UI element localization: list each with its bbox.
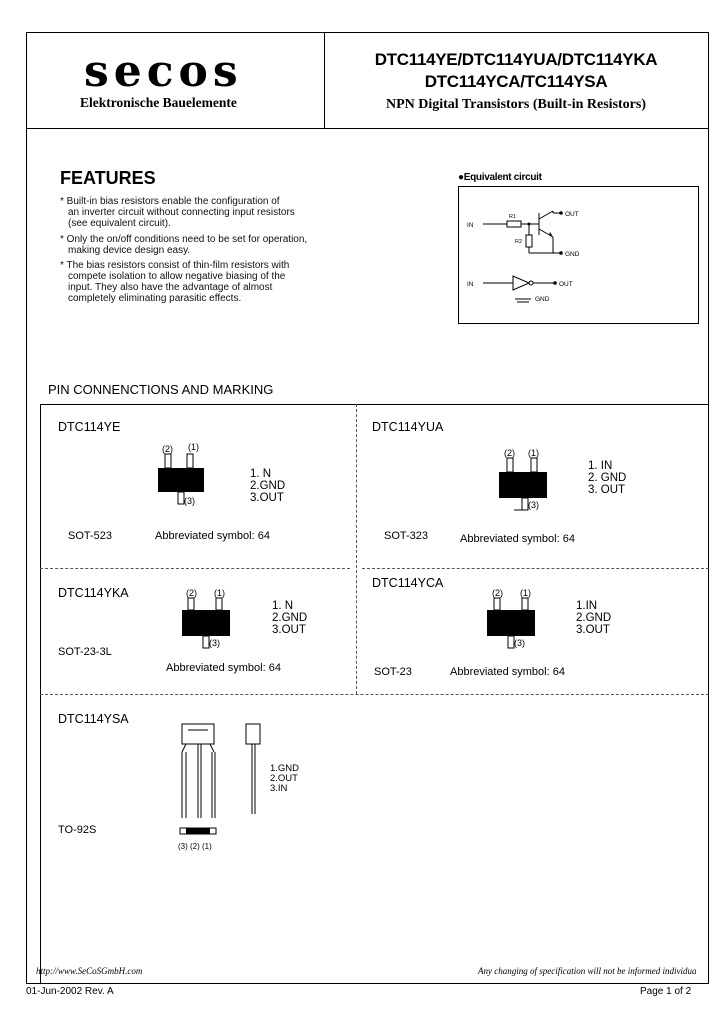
part-name: DTC114YCA [372, 576, 444, 590]
pin-label: (3) [528, 500, 539, 510]
pin-label: (3) [184, 496, 195, 506]
package-type: SOT-23 [374, 666, 412, 678]
sot23-package-drawing [484, 584, 544, 654]
pin-item: 3.IN [270, 783, 288, 794]
pin-label: (2) [162, 444, 173, 454]
circuit-gnd-label: GND [565, 251, 580, 258]
feature-line: input. They also have the advantage of almost [68, 282, 273, 293]
circuit-in-label-2: IN [467, 281, 474, 288]
package-type: SOT-323 [384, 530, 429, 542]
feature-line: * The bias resistors consist of thin-film resistors with [60, 260, 290, 271]
pin-list [588, 460, 626, 496]
feature-line: (see equivalent circuit). [68, 218, 171, 229]
feature-item-1 [60, 196, 320, 229]
pin-item: 3. OUT [588, 484, 626, 496]
pin-list [576, 600, 611, 636]
company-logo: secos [84, 46, 243, 97]
pin-label: (2) [186, 588, 197, 598]
pin-item: 2.OUT [270, 773, 298, 784]
pin-label: (1) [520, 588, 531, 598]
pin-label: (2) [492, 588, 503, 598]
circuit-in-label: IN [467, 222, 474, 229]
pin-label: (3) (2) (1) [178, 842, 212, 851]
footer-date: 01-Jun-2002 Rev. A [26, 986, 114, 997]
circuit-out-label: OUT [565, 211, 579, 218]
feature-line: completely eliminating parasitic effects. [68, 293, 242, 304]
pin-item: 1.GND [270, 763, 300, 774]
pin-label: (3) [514, 638, 525, 648]
feature-item-3 [60, 260, 320, 304]
pin-item: 1.IN [576, 600, 598, 612]
circuit-r1-label: R1 [509, 214, 517, 220]
footer-page-number: Page 1 of 2 [640, 986, 692, 997]
features-heading: FEATURES [60, 168, 156, 188]
document-title-line1: DTC114YE/DTC114YUA/DTC114YKA [374, 50, 658, 69]
pin-item: 1. N [250, 468, 272, 480]
feature-line: making device design easy. [68, 245, 191, 256]
document-subtitle: NPN Digital Transistors (Built-in Resistors) [385, 97, 647, 112]
part-name: DTC114YE [58, 420, 121, 434]
footer-notice: Any changing of specification will not be informed individua [478, 966, 697, 976]
sot523-package-drawing [152, 440, 212, 510]
document-title-line2: DTC114YCA/TC114YSA [424, 72, 608, 91]
pin-item: 3.OUT [250, 492, 284, 504]
pin-item: 1. N [272, 600, 294, 612]
equivalent-circuit-diagram [459, 187, 700, 325]
circuit-gnd-label-2: GND [535, 296, 550, 303]
pin-item: 2.GND [272, 612, 308, 624]
header-vertical-divider [324, 32, 325, 128]
pin-label: (1) [528, 448, 539, 458]
footer-url: http://www.SeCoSGmbH.com [36, 966, 143, 976]
feature-line: * Built-in bias resistors enable the configuration of [60, 196, 280, 207]
sot23-3l-package-drawing [178, 584, 238, 654]
package-type: SOT-523 [68, 530, 113, 542]
abbreviated-symbol: Abbreviated symbol: 64 [166, 662, 281, 674]
pin-item: 2. GND [588, 472, 627, 484]
grid-divider-right [362, 568, 709, 569]
pin-label: (1) [214, 588, 225, 598]
abbreviated-symbol: Abbreviated symbol: 64 [450, 666, 565, 678]
pin-item: 1. IN [588, 460, 613, 472]
pin-item: 3.OUT [576, 624, 610, 636]
pin-item: 2.GND [576, 612, 612, 624]
pin-item: 3.OUT [272, 624, 306, 636]
grid-divider-vertical [356, 404, 357, 694]
part-name: DTC114YUA [372, 420, 444, 434]
abbreviated-symbol: Abbreviated symbol: 64 [155, 530, 270, 542]
feature-line: * Only the on/off conditions need to be set for operation, [60, 234, 308, 245]
pin-list [272, 600, 307, 636]
equivalent-circuit-label: ●Equivalent circuit [458, 172, 542, 183]
part-name: DTC114YKA [58, 586, 129, 600]
grid-divider-left [40, 568, 350, 569]
pin-label: (1) [188, 442, 199, 452]
header-divider [26, 128, 709, 129]
feature-line: an inverter circuit without connecting input resistors [68, 207, 295, 218]
pin-label: (3) [209, 638, 220, 648]
part-name: DTC114YSA [58, 712, 129, 726]
pin-list [250, 468, 285, 504]
pin-label: (2) [504, 448, 515, 458]
feature-item-2 [60, 234, 320, 256]
grid-divider-bottom [40, 694, 709, 695]
circuit-out-label-2: OUT [559, 281, 573, 288]
package-type: TO-92S [58, 824, 97, 836]
feature-line: compete isolation to allow negative biasing of the [68, 271, 286, 282]
circuit-r2-label: R2 [515, 239, 523, 245]
equivalent-circuit-box [458, 186, 699, 324]
to92s-package-drawing [172, 718, 282, 858]
abbreviated-symbol: Abbreviated symbol: 64 [460, 533, 575, 545]
pin-item: 2.GND [250, 480, 286, 492]
sot323-package-drawing [494, 444, 554, 514]
pin-connections-heading: PIN CONNENCTIONS AND MARKING [48, 382, 274, 397]
pin-list [270, 764, 299, 794]
package-type: SOT-23-3L [58, 646, 112, 658]
company-tagline: Elektronische Bauelemente [80, 95, 237, 110]
